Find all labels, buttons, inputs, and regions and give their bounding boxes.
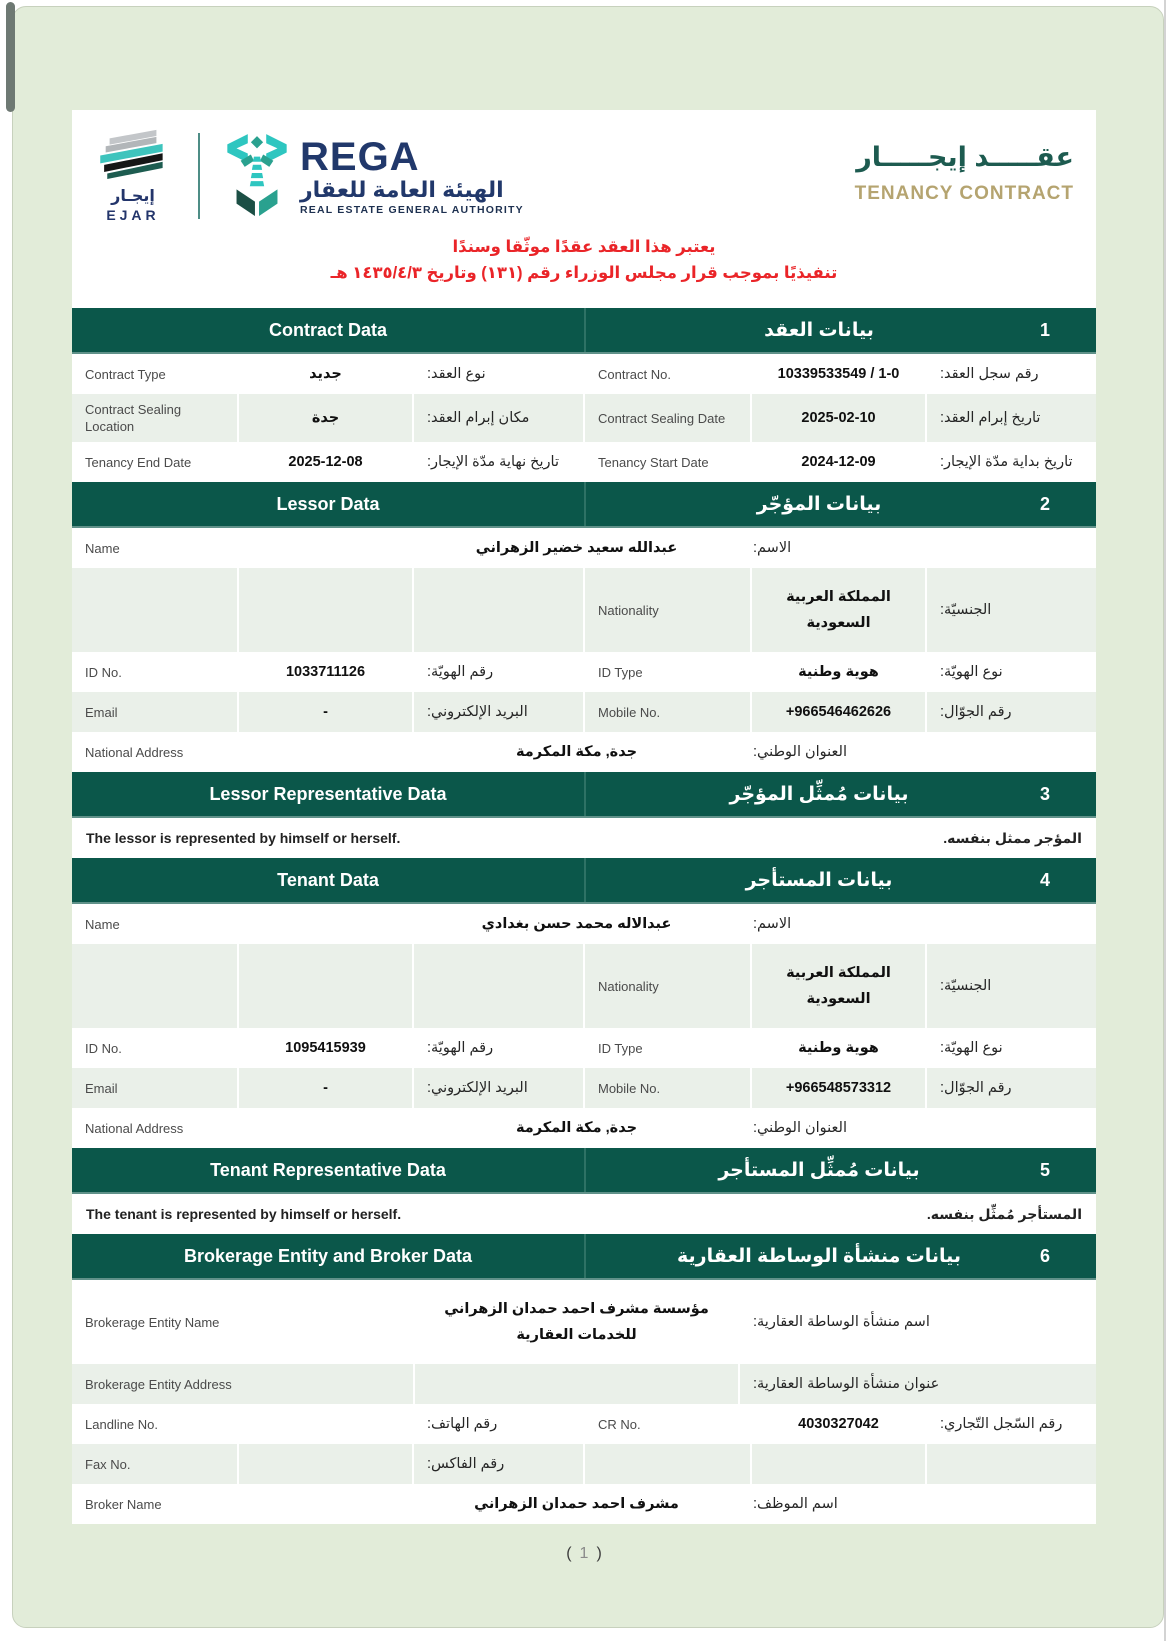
table-row <box>72 1444 1096 1484</box>
field-label-ar: رقم الهويّة: <box>412 1028 583 1068</box>
row-half-left <box>72 1404 583 1444</box>
document-header <box>72 128 1096 224</box>
field-label-ar: نوع الهويّة: <box>925 1028 1096 1068</box>
contract-section-4 <box>72 858 1096 1148</box>
page-number-paren-close: ) <box>596 1545 602 1562</box>
rega-subtitle: REAL ESTATE GENERAL AUTHORITY <box>300 203 524 216</box>
section-header-right <box>584 772 1096 816</box>
field-value <box>237 1444 412 1484</box>
section-header-left <box>72 308 584 352</box>
field-label-en: Name <box>85 540 120 556</box>
section-title-ar: بيانات العقد <box>764 319 874 341</box>
legal-notice-line1: يعتبر هذا العقد عقدًا موثّقا وسندًا <box>452 238 716 256</box>
section-number: 2 <box>1039 493 1050 514</box>
section-title-en: Tenant Representative Data <box>210 1159 446 1180</box>
field-label-ar: تاريخ بداية مدّة الإيجار: <box>925 442 1096 482</box>
contract-section-2 <box>72 482 1096 772</box>
field-value: 10339533549 / 1-0 <box>750 354 925 394</box>
row-half-left <box>72 1068 583 1108</box>
field-label-ar: الجنسيّة: <box>925 944 1096 1028</box>
row-half-left <box>72 354 583 394</box>
field-value: مؤسسة مشرف احمد حمدان الزهراني للخدمات العقارية <box>413 1280 738 1364</box>
document-title-arabic: عقـــــد إيجـــــار <box>856 142 1074 172</box>
field-label-ar <box>412 944 583 1028</box>
contract-document <box>72 110 1096 1524</box>
section-title-en: Lessor Representative Data <box>209 783 447 804</box>
field-value: عبدالله سعيد خضير الزهراني <box>413 528 738 568</box>
field-value: 1033711126 <box>237 652 412 692</box>
rega-text-block <box>300 134 524 216</box>
section-header-right <box>584 1148 1096 1192</box>
field-value <box>237 1404 412 1444</box>
section-header <box>72 1234 1096 1280</box>
field-label-en: ID Type <box>598 664 643 680</box>
field-label-en: Contract Type <box>85 366 166 382</box>
table-row <box>72 692 1096 732</box>
row-half-right <box>583 1028 1096 1068</box>
ejar-logo <box>94 129 172 223</box>
section-header <box>72 1148 1096 1194</box>
field-value: جدة <box>237 394 412 442</box>
section-number: 1 <box>1039 319 1050 340</box>
section-header-left <box>72 1148 584 1192</box>
section-title-ar: بيانات المؤجّر <box>756 493 882 515</box>
section-title-ar: بيانات منشأة الوساطة العقارية <box>677 1245 961 1267</box>
table-row <box>72 528 1096 568</box>
section-title-ar: بيانات مُمثِّل المستأجر <box>718 1159 920 1181</box>
field-label-en: Tenancy Start Date <box>598 454 709 470</box>
contract-section-1 <box>72 308 1096 482</box>
field-value: مشرف احمد حمدان الزهراني <box>413 1484 738 1524</box>
field-label-en: Mobile No. <box>598 1080 661 1096</box>
field-value: المملكة العربية السعودية <box>750 944 925 1028</box>
field-label-en: Name <box>85 916 120 932</box>
note-text-ar: المؤجر ممثل بنفسه. <box>943 829 1082 846</box>
rega-name-arabic: الهيئة العامة للعقار <box>300 176 504 202</box>
table-row <box>72 442 1096 482</box>
rega-name: REGA <box>300 134 420 179</box>
field-label-en: ID No. <box>85 664 122 680</box>
field-label-ar: نوع العقد: <box>412 354 583 394</box>
field-label-en: Fax No. <box>85 1456 131 1472</box>
field-label-ar: رقم الجوّال: <box>925 1068 1096 1108</box>
field-label-en: Contract Sealing Date <box>598 410 726 426</box>
field-value: +966546462626 <box>750 692 925 732</box>
page-number-paren-open: ( <box>566 1545 572 1562</box>
row-half-right <box>583 442 1096 482</box>
legal-notice-line2: تنفيذيًا بموجب قرار مجلس الوزراء رقم (١٣١) وتاريخ ١٤٣٥/٤/٣ هـ <box>330 264 838 282</box>
contract-sections <box>72 308 1096 1524</box>
row-half-right <box>583 1068 1096 1108</box>
contract-section-3 <box>72 772 1096 858</box>
row-half-right <box>583 394 1096 442</box>
field-label-en: ID No. <box>85 1040 122 1056</box>
field-label-en: Contract No. <box>598 366 671 382</box>
section-header <box>72 482 1096 528</box>
field-label-ar: تاريخ إبرام العقد: <box>925 394 1096 442</box>
field-label-en: Email <box>85 1080 118 1096</box>
field-label-en: Landline No. <box>85 1416 158 1432</box>
logo-divider <box>198 133 200 219</box>
section-number: 3 <box>1039 783 1050 804</box>
row-half-left <box>72 1444 583 1484</box>
field-value: 2025-12-08 <box>237 442 412 482</box>
field-label-ar: الجنسيّة: <box>925 568 1096 652</box>
section-header <box>72 858 1096 904</box>
field-value: 4030327042 <box>750 1404 925 1444</box>
note-text-en: The lessor is represented by himself or herself. <box>86 830 401 846</box>
section-header <box>72 308 1096 354</box>
field-label-ar: البريد الإلكتروني: <box>412 692 583 732</box>
table-row <box>72 944 1096 1028</box>
field-value <box>750 1444 925 1484</box>
field-label-ar: الاسم: <box>738 528 1096 568</box>
section-header-right <box>584 308 1096 352</box>
table-row <box>72 652 1096 692</box>
row-half-left <box>72 692 583 732</box>
section-header-right <box>584 858 1096 902</box>
field-value: - <box>237 1068 412 1108</box>
field-value: جدة, مكة المكرمة <box>413 732 738 772</box>
page-number-value: 1 <box>579 1545 589 1562</box>
ejar-flag-icon <box>94 129 172 184</box>
field-value <box>237 568 412 652</box>
field-label-ar: مكان إبرام العقد: <box>412 394 583 442</box>
page-number <box>72 1545 1096 1563</box>
table-row <box>72 1108 1096 1148</box>
ejar-name-arabic: إيجـار <box>111 188 155 205</box>
field-label-en: Nationality <box>598 602 659 618</box>
field-label-ar: الاسم: <box>738 904 1096 944</box>
field-value <box>413 1364 738 1404</box>
row-half-right <box>583 692 1096 732</box>
field-value: المملكة العربية السعودية <box>750 568 925 652</box>
field-label-en: Contract Sealing Location <box>85 402 182 434</box>
section-title-en: Brokerage Entity and Broker Data <box>183 1245 473 1266</box>
field-label-en: Tenancy End Date <box>85 454 192 470</box>
field-label-en: National Address <box>85 744 184 760</box>
section-header-left <box>72 858 584 902</box>
field-label-en <box>72 568 237 652</box>
document-title-block <box>855 128 1074 205</box>
note-text-ar: المستأجر مُمثِّل بنفسه. <box>926 1205 1082 1222</box>
row-half-left <box>72 394 583 442</box>
table-row <box>72 568 1096 652</box>
section-title-en: Lessor Data <box>276 493 380 514</box>
table-row <box>72 904 1096 944</box>
field-label-ar: رقم الفاكس: <box>412 1444 583 1484</box>
table-row <box>72 354 1096 394</box>
section-header-left <box>72 482 584 526</box>
field-value: جديد <box>237 354 412 394</box>
field-label-ar: رقم الهاتف: <box>412 1404 583 1444</box>
table-row <box>72 394 1096 442</box>
legal-notice <box>72 234 1096 286</box>
field-label-en: Brokerage Entity Address <box>85 1376 232 1392</box>
field-label-ar: العنوان الوطني: <box>738 1108 1096 1148</box>
note-text-en: The tenant is represented by himself or herself. <box>86 1206 402 1222</box>
field-label-ar: البريد الإلكتروني: <box>412 1068 583 1108</box>
section-header-left <box>72 772 584 816</box>
field-value: +966548573312 <box>750 1068 925 1108</box>
field-label-ar <box>412 568 583 652</box>
field-label-ar: اسم الموظف: <box>738 1484 1096 1524</box>
row-half-left <box>72 944 583 1028</box>
section-number: 5 <box>1039 1159 1050 1180</box>
field-value: 2025-02-10 <box>750 394 925 442</box>
row-half-right <box>583 1404 1096 1444</box>
field-label-ar: رقم الهويّة: <box>412 652 583 692</box>
field-value: هوية وطنية <box>750 652 925 692</box>
field-value: هوية وطنية <box>750 1028 925 1068</box>
field-label-ar: تاريخ نهاية مدّة الإيجار: <box>412 442 583 482</box>
field-label-en: ID Type <box>598 1040 643 1056</box>
section-number: 6 <box>1039 1245 1050 1266</box>
window-edge <box>1164 0 1166 1641</box>
field-label-ar: رقم سجل العقد: <box>925 354 1096 394</box>
field-label-en: Brokerage Entity Name <box>85 1314 220 1330</box>
row-half-right <box>583 1444 1096 1484</box>
field-label-ar: العنوان الوطني: <box>738 732 1096 772</box>
section-header-left <box>72 1234 584 1278</box>
field-label-ar: اسم منشأة الوساطة العقارية: <box>738 1280 1096 1364</box>
field-label-ar: نوع الهويّة: <box>925 652 1096 692</box>
table-row <box>72 1280 1096 1364</box>
section-number: 4 <box>1039 869 1050 890</box>
field-label-en: CR No. <box>598 1416 641 1432</box>
table-row <box>72 1194 1096 1234</box>
section-title-ar: بيانات المستأجر <box>745 869 893 891</box>
field-label-ar: عنوان منشأة الوساطة العقارية: <box>738 1364 1096 1404</box>
field-label-en <box>72 944 237 1028</box>
scrollbar-thumb[interactable] <box>6 2 15 112</box>
section-title-en: Contract Data <box>268 319 388 340</box>
field-value: 1095415939 <box>237 1028 412 1068</box>
document-title-english: TENANCY CONTRACT <box>854 183 1074 204</box>
field-label-en: National Address <box>85 1120 184 1136</box>
row-half-left <box>72 568 583 652</box>
field-label-en <box>585 1444 750 1484</box>
section-header-right <box>584 482 1096 526</box>
rega-logo <box>226 130 524 223</box>
field-label-ar <box>925 1444 1096 1484</box>
row-half-right <box>583 354 1096 394</box>
field-value: عبدالاله محمد حسن بغدادي <box>413 904 738 944</box>
field-label-en: Mobile No. <box>598 704 661 720</box>
field-value: - <box>237 692 412 732</box>
table-row <box>72 1068 1096 1108</box>
field-label-en: Email <box>85 704 118 720</box>
section-title-en: Tenant Data <box>277 869 379 890</box>
section-header <box>72 772 1096 818</box>
rega-palm-tree-icon <box>226 130 288 223</box>
contract-section-5 <box>72 1148 1096 1234</box>
table-row <box>72 1484 1096 1524</box>
field-label-en: Broker Name <box>85 1496 162 1512</box>
table-row <box>72 818 1096 858</box>
field-value: 2024-12-09 <box>750 442 925 482</box>
field-value: جدة, مكة المكرمة <box>413 1108 738 1148</box>
row-half-left <box>72 652 583 692</box>
row-half-right <box>583 568 1096 652</box>
ejar-name-english: EJAR <box>106 207 160 223</box>
field-value <box>237 944 412 1028</box>
section-title-ar: بيانات مُمثِّل المؤجّر <box>729 783 909 805</box>
table-row <box>72 1364 1096 1404</box>
section-header-right <box>584 1234 1096 1278</box>
row-half-left <box>72 442 583 482</box>
left-scrollbar[interactable] <box>0 0 16 1641</box>
contract-section-6 <box>72 1234 1096 1524</box>
field-label-ar: رقم السّجل التّجاري: <box>925 1404 1096 1444</box>
field-label-ar: رقم الجوّال: <box>925 692 1096 732</box>
table-row <box>72 1028 1096 1068</box>
row-half-right <box>583 652 1096 692</box>
row-half-right <box>583 944 1096 1028</box>
field-label-en: Nationality <box>598 978 659 994</box>
table-row <box>72 732 1096 772</box>
logos-group <box>94 128 524 224</box>
table-row <box>72 1404 1096 1444</box>
row-half-left <box>72 1028 583 1068</box>
